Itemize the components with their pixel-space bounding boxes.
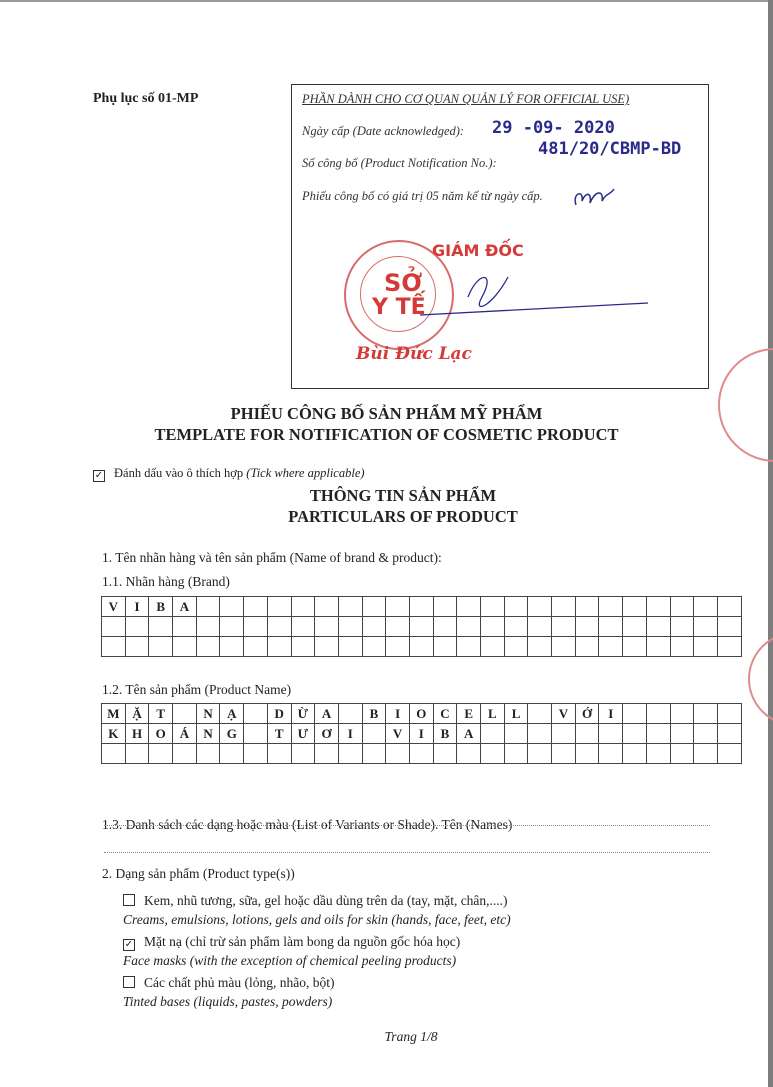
grid-cell xyxy=(362,597,386,617)
checkbox-icon xyxy=(123,976,135,988)
grid-cell xyxy=(244,724,268,744)
grid-cell: B xyxy=(362,704,386,724)
grid-cell: G xyxy=(220,724,244,744)
grid-cell xyxy=(670,724,694,744)
grid-cell xyxy=(504,744,528,764)
grid-cell xyxy=(409,744,433,764)
grid-cell xyxy=(102,637,126,657)
grid-cell xyxy=(670,617,694,637)
grid-cell xyxy=(504,724,528,744)
grid-cell xyxy=(670,704,694,724)
grid-cell xyxy=(528,617,552,637)
grid-cell: A xyxy=(173,597,197,617)
grid-cell xyxy=(717,724,741,744)
grid-cell: B xyxy=(149,597,173,617)
variants-line-2 xyxy=(104,852,710,853)
grid-cell xyxy=(457,744,481,764)
section-title-en: PARTICULARS OF PRODUCT xyxy=(288,507,518,526)
grid-cell: I xyxy=(338,724,362,744)
grid-cell xyxy=(481,617,505,637)
grid-cell: Ạ xyxy=(220,704,244,724)
grid-cell: N xyxy=(196,704,220,724)
grid-cell: Ớ xyxy=(575,704,599,724)
grid-cell xyxy=(670,744,694,764)
grid-cell xyxy=(409,617,433,637)
grid-cell xyxy=(575,637,599,657)
grid-cell xyxy=(623,597,647,617)
grid-cell xyxy=(670,597,694,617)
grid-cell xyxy=(481,724,505,744)
option-vn: Kem, nhũ tương, sữa, gel hoặc dầu dùng trên da (tay, mặt, chân,....) xyxy=(144,893,508,908)
grid-cell xyxy=(646,724,670,744)
grid-cell: A xyxy=(457,724,481,744)
grid-cell xyxy=(173,704,197,724)
title-en: TEMPLATE FOR NOTIFICATION OF COSMETIC PRODUCT xyxy=(154,425,619,444)
page-edge xyxy=(768,0,773,1087)
grid-cell xyxy=(528,597,552,617)
grid-cell xyxy=(457,617,481,637)
grid-cell xyxy=(623,704,647,724)
grid-cell: O xyxy=(409,704,433,724)
grid-cell xyxy=(646,637,670,657)
grid-cell xyxy=(102,617,126,637)
grid-cell xyxy=(173,744,197,764)
date-label: Ngày cấp (Date acknowledged): xyxy=(302,124,465,138)
grid-cell xyxy=(433,744,457,764)
grid-cell xyxy=(315,597,339,617)
grid-cell xyxy=(694,704,718,724)
grid-cell xyxy=(575,744,599,764)
grid-cell xyxy=(220,744,244,764)
grid-row xyxy=(102,597,742,617)
grid-cell: Ừ xyxy=(291,704,315,724)
option-en: Creams, emulsions, lotions, gels and oils for skin (hands, face, feet, etc) xyxy=(123,912,511,927)
grid-cell xyxy=(386,617,410,637)
grid-cell: D xyxy=(267,704,291,724)
grid-cell xyxy=(552,637,576,657)
number-label: Số công bố (Product Notification No.): xyxy=(302,156,497,170)
grid-row xyxy=(102,724,742,744)
question-1-1: 1.1. Nhãn hàng (Brand) xyxy=(102,574,230,589)
grid-cell xyxy=(552,617,576,637)
grid-cell: M xyxy=(102,704,126,724)
grid-cell xyxy=(694,637,718,657)
grid-cell: I xyxy=(125,597,149,617)
grid-cell: V xyxy=(552,704,576,724)
grid-cell xyxy=(528,637,552,657)
official-header: PHẦN DÀNH CHO CƠ QUAN QUẢN LÝ FOR OFFICIAL USE) xyxy=(302,92,630,106)
grid-cell xyxy=(196,637,220,657)
date-value: 29 -09- 2020 xyxy=(492,118,615,138)
grid-cell xyxy=(646,744,670,764)
question-2: 2. Dạng sản phẩm (Product type(s)) xyxy=(102,866,295,881)
grid-row xyxy=(102,637,742,657)
grid-cell: T xyxy=(267,724,291,744)
grid-cell: E xyxy=(457,704,481,724)
grid-cell xyxy=(623,617,647,637)
initials-signature xyxy=(568,183,618,213)
edge-seal-2 xyxy=(748,632,773,726)
grid-row xyxy=(102,744,742,764)
grid-cell xyxy=(528,724,552,744)
grid-cell xyxy=(244,597,268,617)
grid-cell xyxy=(646,704,670,724)
grid-cell xyxy=(244,704,268,724)
grid-cell: A xyxy=(315,704,339,724)
grid-cell xyxy=(386,597,410,617)
question-1-2: 1.2. Tên sản phẩm (Product Name) xyxy=(102,682,292,697)
signer-name: Bùi Đức Lạc xyxy=(356,344,472,364)
grid-cell xyxy=(196,597,220,617)
grid-cell xyxy=(386,637,410,657)
grid-cell xyxy=(338,637,362,657)
grid-cell xyxy=(599,617,623,637)
grid-cell xyxy=(291,637,315,657)
grid-cell xyxy=(338,617,362,637)
grid-cell xyxy=(717,597,741,617)
grid-cell xyxy=(575,597,599,617)
grid-cell xyxy=(338,744,362,764)
question-1-3: 1.3. Danh sách các dạng hoặc màu (List of Variants or Shade). Tên (Names) xyxy=(102,817,513,832)
grid-cell: Ặ xyxy=(125,704,149,724)
grid-cell: H xyxy=(125,724,149,744)
grid-cell xyxy=(717,704,741,724)
annex-label: Phụ lục số 01-MP xyxy=(93,91,199,106)
grid-cell xyxy=(528,744,552,764)
top-border xyxy=(0,0,773,2)
grid-cell xyxy=(267,744,291,764)
grid-cell: L xyxy=(481,704,505,724)
grid-cell xyxy=(362,637,386,657)
option-vn: Mặt nạ (chỉ trừ sản phẩm làm bong da nguồn gốc hóa học) xyxy=(144,934,461,949)
grid-cell xyxy=(125,744,149,764)
grid-cell xyxy=(504,637,528,657)
tick-note xyxy=(93,466,365,482)
grid-cell xyxy=(575,617,599,637)
grid-cell: K xyxy=(102,724,126,744)
grid-cell xyxy=(694,597,718,617)
grid-cell xyxy=(291,744,315,764)
grid-cell xyxy=(244,744,268,764)
grid-cell xyxy=(362,744,386,764)
grid-cell xyxy=(433,637,457,657)
option-face-masks xyxy=(123,934,460,951)
grid-cell xyxy=(646,617,670,637)
number-value: 481/20/CBMP-BD xyxy=(538,139,682,159)
grid-cell xyxy=(173,617,197,637)
grid-cell xyxy=(338,704,362,724)
grid-cell xyxy=(125,617,149,637)
grid-cell xyxy=(220,617,244,637)
grid-cell xyxy=(481,597,505,617)
page-number: Trang 1/8 xyxy=(384,1029,438,1044)
grid-cell xyxy=(291,617,315,637)
grid-cell xyxy=(220,597,244,617)
grid-cell xyxy=(623,637,647,657)
grid-cell xyxy=(457,597,481,617)
section-title-vn: THÔNG TIN SẢN PHẨM xyxy=(309,486,497,505)
grid-cell xyxy=(599,597,623,617)
grid-cell: Á xyxy=(173,724,197,744)
grid-cell: I xyxy=(409,724,433,744)
grid-cell xyxy=(220,637,244,657)
grid-cell xyxy=(552,597,576,617)
grid-cell xyxy=(362,724,386,744)
grid-cell xyxy=(125,637,149,657)
grid-cell xyxy=(338,597,362,617)
grid-cell: I xyxy=(386,704,410,724)
grid-cell xyxy=(291,597,315,617)
grid-cell: N xyxy=(196,724,220,744)
grid-row xyxy=(102,704,742,724)
grid-cell xyxy=(504,617,528,637)
grid-cell xyxy=(575,724,599,744)
grid-cell xyxy=(102,744,126,764)
grid-cell xyxy=(694,724,718,744)
grid-cell xyxy=(717,744,741,764)
grid-cell xyxy=(267,617,291,637)
grid-cell xyxy=(149,637,173,657)
grid-cell xyxy=(481,744,505,764)
grid-cell xyxy=(528,704,552,724)
seal-text-bottom: Y TẾ xyxy=(372,295,426,320)
title-vn: PHIẾU CÔNG BỐ SẢN PHẨM MỸ PHẨM xyxy=(230,404,543,423)
question-1: 1. Tên nhãn hàng và tên sản phẩm (Name of brand & product): xyxy=(102,550,442,565)
grid-cell xyxy=(694,617,718,637)
grid-cell xyxy=(315,617,339,637)
variants-line-1 xyxy=(104,825,710,826)
grid-cell xyxy=(694,744,718,764)
grid-cell xyxy=(362,617,386,637)
checkbox-icon xyxy=(123,894,135,906)
grid-cell xyxy=(670,637,694,657)
tick-note-en: (Tick where applicable) xyxy=(246,466,365,480)
grid-cell: I xyxy=(599,704,623,724)
seal-text-top: SỞ xyxy=(384,269,423,297)
grid-cell xyxy=(315,637,339,657)
grid-cell xyxy=(457,637,481,657)
grid-cell xyxy=(267,597,291,617)
grid-row xyxy=(102,617,742,637)
grid-cell xyxy=(504,597,528,617)
grid-cell xyxy=(267,637,291,657)
grid-cell: L xyxy=(504,704,528,724)
grid-cell xyxy=(623,724,647,744)
option-en: Face masks (with the exception of chemical peeling products) xyxy=(123,953,457,968)
option-tinted-bases xyxy=(123,975,334,991)
grid-cell xyxy=(717,617,741,637)
option-creams xyxy=(123,893,508,909)
checkbox-icon: ✓ xyxy=(124,939,134,950)
grid-cell: B xyxy=(433,724,457,744)
grid-cell xyxy=(481,637,505,657)
grid-cell xyxy=(433,597,457,617)
grid-cell xyxy=(552,724,576,744)
checkbox-icon: ✓ xyxy=(94,470,104,481)
validity-note: Phiếu công bố có giá trị 05 năm kể từ ngày cấp. xyxy=(302,189,543,203)
grid-cell xyxy=(196,617,220,637)
director-title: GIÁM ĐỐC xyxy=(432,241,524,260)
grid-cell: O xyxy=(149,724,173,744)
grid-cell xyxy=(409,637,433,657)
grid-cell: T xyxy=(149,704,173,724)
grid-cell: Ơ xyxy=(315,724,339,744)
brand-grid xyxy=(101,596,742,657)
director-signature xyxy=(412,267,652,327)
grid-cell: V xyxy=(102,597,126,617)
grid-cell xyxy=(646,597,670,617)
grid-cell: V xyxy=(386,724,410,744)
grid-cell xyxy=(149,617,173,637)
official-use-box xyxy=(291,84,709,389)
grid-cell xyxy=(149,744,173,764)
grid-cell: C xyxy=(433,704,457,724)
option-en: Tinted bases (liquids, pastes, powders) xyxy=(123,994,333,1009)
grid-cell xyxy=(244,637,268,657)
grid-cell xyxy=(717,637,741,657)
grid-cell xyxy=(386,744,410,764)
grid-cell xyxy=(599,724,623,744)
grid-cell xyxy=(409,597,433,617)
grid-cell xyxy=(173,637,197,657)
product-name-grid xyxy=(101,703,742,764)
tick-note-vn: Đánh dấu vào ô thích hợp xyxy=(114,466,244,480)
grid-cell xyxy=(599,637,623,657)
option-vn: Các chất phủ màu (lỏng, nhão, bột) xyxy=(144,975,335,990)
grid-cell xyxy=(599,744,623,764)
grid-cell: Ư xyxy=(291,724,315,744)
grid-cell xyxy=(244,617,268,637)
grid-cell xyxy=(623,744,647,764)
grid-cell xyxy=(433,617,457,637)
grid-cell xyxy=(315,744,339,764)
grid-cell xyxy=(196,744,220,764)
grid-cell xyxy=(552,744,576,764)
